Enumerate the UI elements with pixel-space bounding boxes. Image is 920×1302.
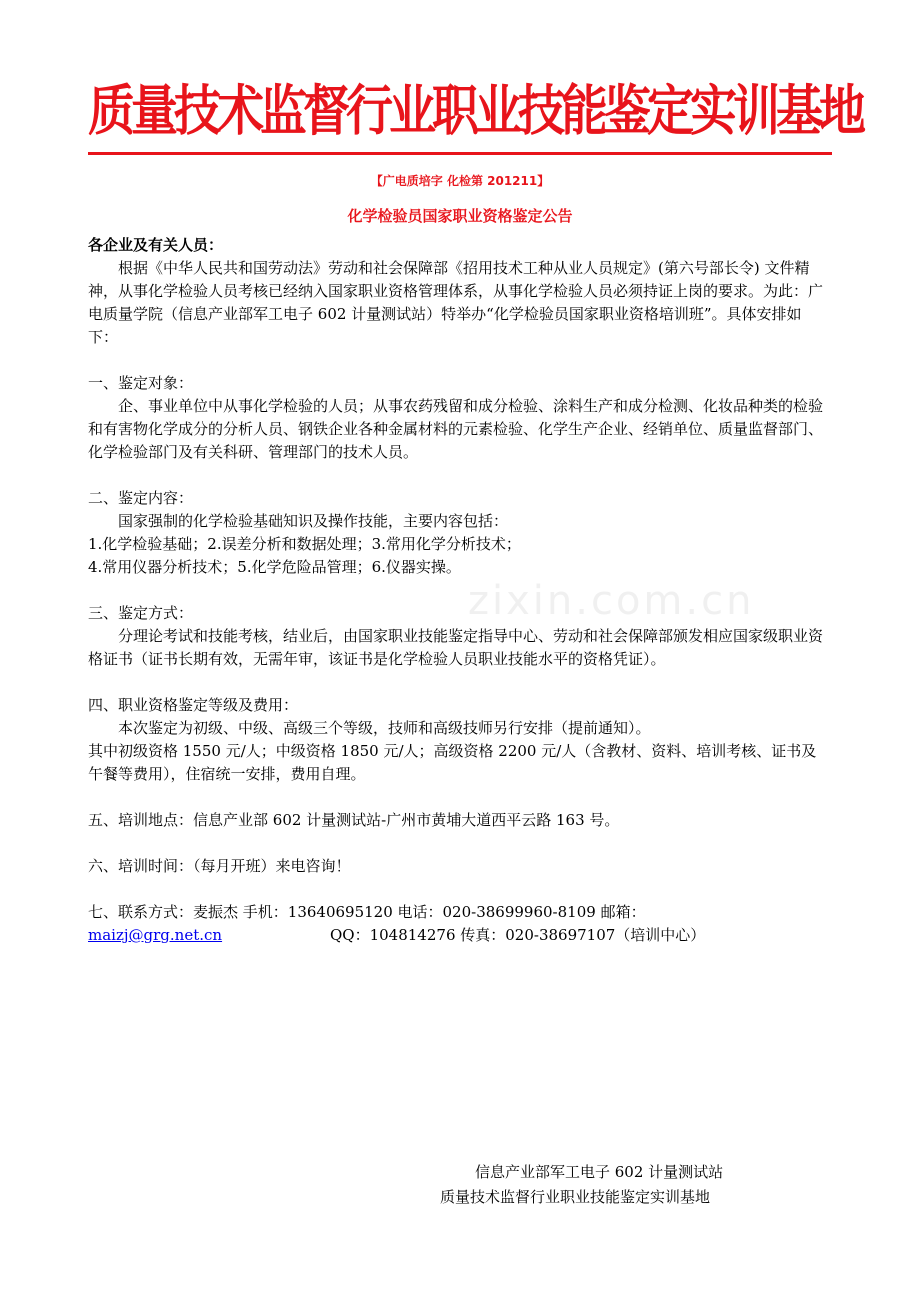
section-3-body: 分理论考试和技能考核，结业后，由国家职业技能鉴定指导中心、劳动和社会保障部颁发相应国家级职业资格证书（证书长期有效，无需年审，该证书是化学检验人员职业技能水平的资格凭证）。: [88, 627, 824, 668]
section-2-heading: 二、鉴定内容：: [88, 489, 194, 507]
spacer: [88, 579, 830, 602]
spacer: [88, 671, 830, 694]
qq-fax-text: QQ：104814276 传真：020-38697107（培训中心）: [330, 926, 706, 944]
notice-body: [88, 234, 830, 947]
intro-paragraph: 根据《中华人民共和国劳动法》劳动和社会保障部《招用技术工种从业人员规定》(第六号部长令) 文件精神，从事化学检验人员考核已经纳入国家职业资格管理体系，从事化学检验人员必须持证上岗的要求。为此：广电质量学院（信息产业部军工电子 602 计量测试站）特举办“化学检验员国家职业资格培训班”。具体安排如下：: [88, 259, 824, 346]
section-6-schedule: 六、培训时间：（每月开班）来电咨询！: [88, 857, 351, 875]
section-2-body: 国家强制的化学检验基础知识及操作技能，主要内容包括：: [118, 512, 509, 530]
salutation: 各企业及有关人员：: [88, 236, 224, 254]
section-5-location: 五、培训地点：信息产业部 602 计量测试站-广州市黄埔大道西平云路 163 号。: [88, 811, 620, 829]
section-1-heading: 一、鉴定对象：: [88, 374, 194, 392]
spacer: [88, 464, 830, 487]
signature-organization: 信息产业部军工电子 602 计量测试站: [475, 1163, 724, 1181]
section-2-list-line-2: 4.常用仪器分析技术；5.化学危险品管理；6.仪器实操。: [88, 558, 461, 576]
section-4-fees: 其中初级资格 1550 元/人；中级资格 1850 元/人；高级资格 2200 元/人（含教材、资料、培训考核、证书及午餐等费用），住宿统一安排，费用自理。: [88, 742, 817, 783]
document-title: 化学检验员国家职业资格鉴定公告: [347, 207, 573, 225]
banner-title: 质量技术监督行业职业技能鉴定实训基地: [88, 79, 862, 144]
signature-base: 质量技术监督行业职业技能鉴定实训基地: [440, 1188, 711, 1206]
watermark: zixin.com.cn: [468, 578, 755, 624]
section-7-contact-line-1: 七、联系方式：麦振杰 手机：13640695120 电话：020-38699960-8109 邮箱：: [88, 903, 646, 921]
section-4-body: 本次鉴定为初级、中级、高级三个等级，技师和高级技师另行安排（提前通知）。: [118, 719, 651, 737]
banner-underline: [88, 152, 832, 155]
spacer: [88, 878, 830, 901]
spacer: [88, 349, 830, 372]
email-link[interactable]: maizj@grg.net.cn: [88, 926, 223, 944]
signature-block: [440, 1160, 830, 1210]
section-3-heading: 三、鉴定方式：: [88, 604, 194, 622]
section-1-body: 企、事业单位中从事化学检验的人员；从事农药残留和成分检验、涂料生产和成分检测、化妆品种类的检验和有害物化学成分的分析人员、钢铁企业各种金属材料的元素检验、化学生产企业、经销单位、质量监督部门、化学检验部门及有关科研、管理部门的技术人员。: [88, 397, 824, 461]
banner: [88, 78, 862, 156]
section-2-list-line-1: 1.化学检验基础；2.误差分析和数据处理；3.常用化学分析技术；: [88, 535, 521, 553]
section-7-contact-line-2: [88, 924, 830, 947]
spacer: [88, 832, 830, 855]
document-number: 【广电质培字 化检第 201211】: [370, 174, 550, 188]
section-4-heading: 四、职业资格鉴定等级及费用：: [88, 696, 299, 714]
spacer: [88, 786, 830, 809]
